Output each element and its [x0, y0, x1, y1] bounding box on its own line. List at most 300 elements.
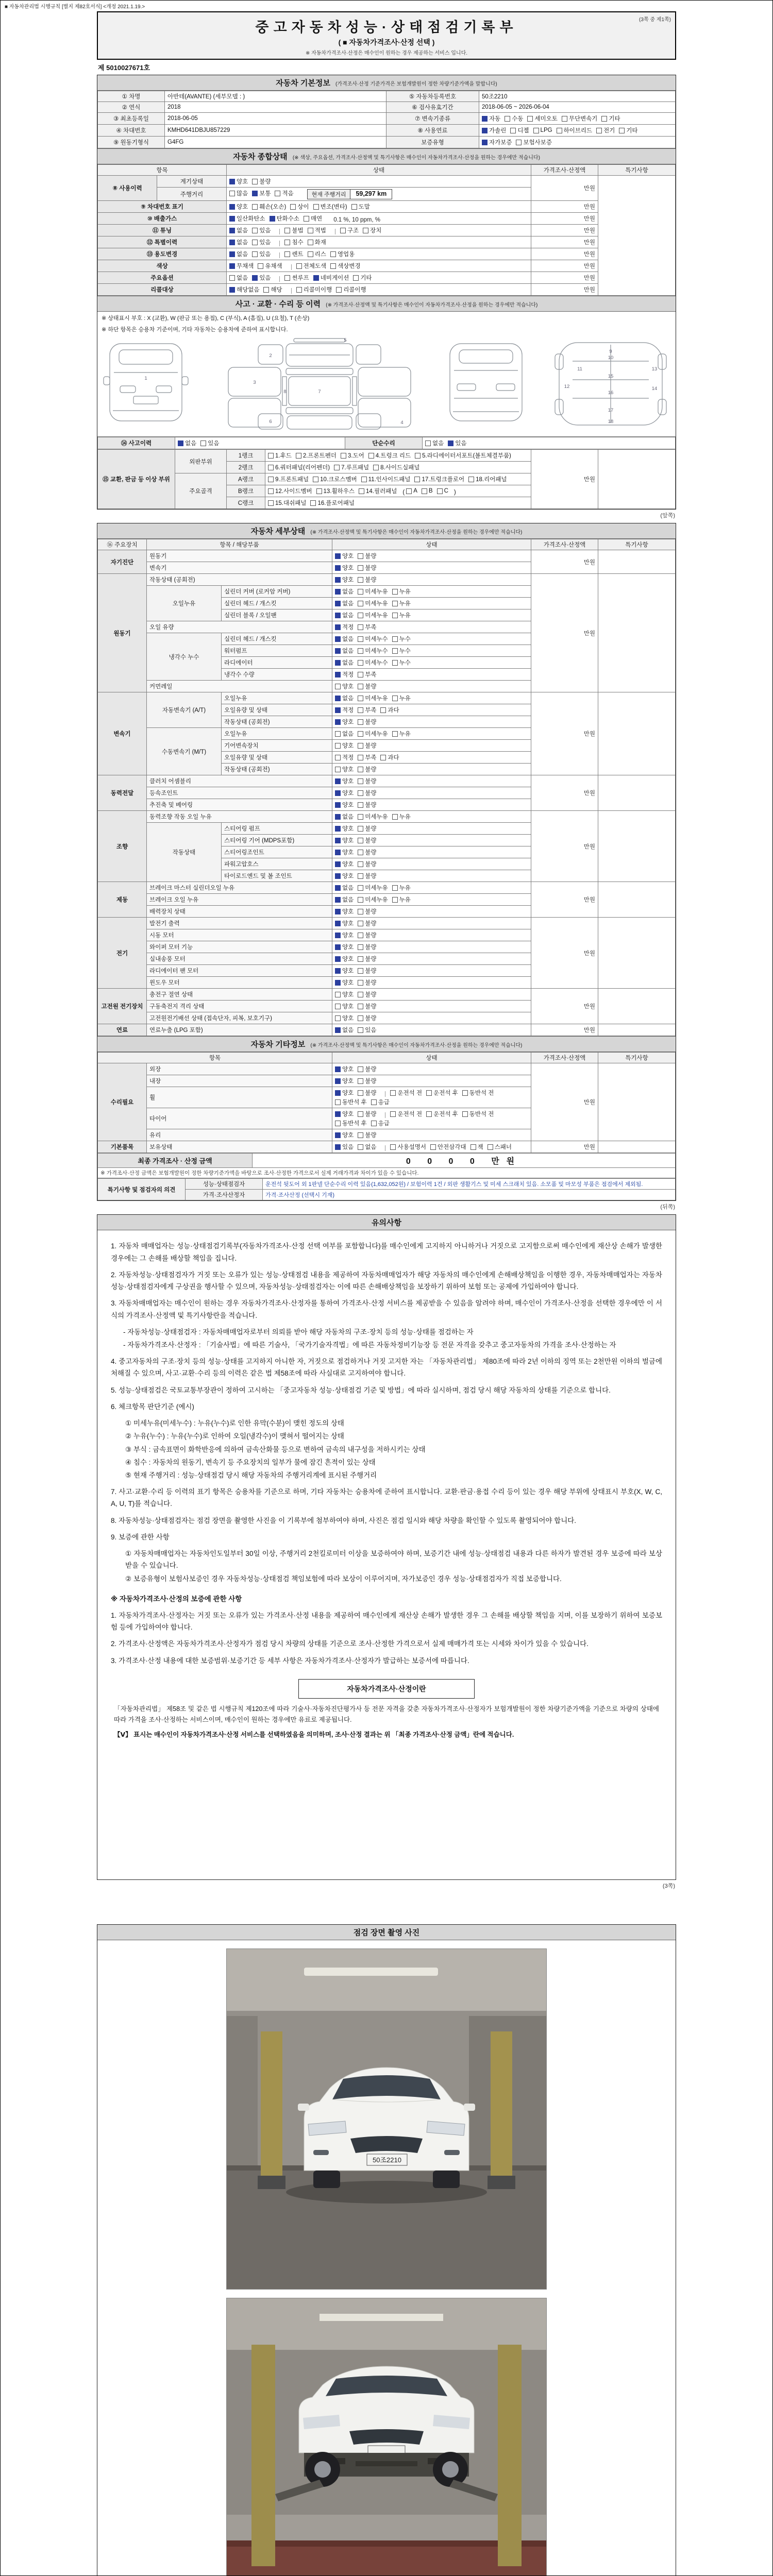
checkbox-icon[interactable] [358, 577, 363, 583]
checkbox-option[interactable] [330, 262, 360, 270]
checkbox-option[interactable] [557, 126, 593, 134]
checkbox-option[interactable] [270, 214, 299, 223]
checkbox-option[interactable] [229, 214, 265, 223]
checkbox-icon[interactable] [284, 240, 290, 245]
checkbox-option[interactable] [335, 1143, 354, 1151]
checkbox-checked-icon[interactable] [178, 440, 183, 446]
checkbox-option[interactable] [470, 1143, 483, 1151]
checkbox-icon[interactable] [358, 1015, 363, 1021]
checkbox-icon[interactable] [252, 240, 258, 245]
checkbox-icon[interactable] [358, 1132, 363, 1138]
checkbox-icon[interactable] [358, 838, 363, 843]
checkbox-option[interactable] [358, 730, 388, 738]
checkbox-option[interactable] [335, 670, 354, 679]
checkbox-icon[interactable] [422, 488, 427, 494]
checkbox-checked-icon[interactable] [335, 648, 341, 654]
checkbox-option[interactable] [358, 907, 376, 916]
checkbox-icon[interactable] [392, 897, 398, 903]
checkbox-icon[interactable] [335, 1004, 341, 1009]
checkbox-icon[interactable] [358, 624, 363, 630]
checkbox-option[interactable] [335, 824, 354, 833]
checkbox-checked-icon[interactable] [229, 228, 235, 233]
checkbox-option[interactable] [335, 635, 354, 643]
checkbox-option[interactable] [358, 599, 388, 607]
checkbox-option[interactable] [527, 114, 557, 123]
checkbox-option[interactable] [335, 1098, 367, 1106]
checkbox-icon[interactable] [358, 707, 363, 713]
checkbox-checked-icon[interactable] [482, 140, 488, 145]
checkbox-option[interactable] [358, 978, 376, 987]
checkbox-option[interactable] [392, 587, 411, 596]
checkbox-icon[interactable] [359, 488, 364, 494]
checkbox-icon[interactable] [516, 140, 522, 145]
checkbox-checked-icon[interactable] [335, 565, 341, 571]
checkbox-option[interactable] [335, 682, 354, 690]
checkbox-icon[interactable] [341, 453, 346, 459]
checkbox-option[interactable] [335, 872, 354, 880]
checkbox-icon[interactable] [335, 743, 341, 749]
checkbox-icon[interactable] [425, 440, 431, 446]
checkbox-icon[interactable] [371, 1099, 377, 1105]
checkbox-icon[interactable] [335, 992, 341, 997]
checkbox-icon[interactable] [430, 1144, 436, 1150]
checkbox-option[interactable] [284, 238, 303, 246]
checkbox-checked-icon[interactable] [252, 191, 258, 196]
checkbox-icon[interactable] [406, 488, 412, 494]
checkbox-icon[interactable] [358, 672, 363, 677]
checkbox-checked-icon[interactable] [335, 873, 341, 879]
checkbox-option[interactable] [358, 658, 388, 667]
checkbox-icon[interactable] [268, 453, 274, 459]
checkbox-option[interactable] [358, 635, 388, 643]
checkbox-icon[interactable] [358, 743, 363, 749]
checkbox-option[interactable] [358, 611, 388, 619]
checkbox-option[interactable] [482, 138, 512, 146]
checkbox-option[interactable] [415, 451, 511, 460]
checkbox-option[interactable] [335, 848, 354, 856]
checkbox-option[interactable] [335, 587, 354, 596]
checkbox-icon[interactable] [330, 251, 336, 257]
checkbox-icon[interactable] [200, 440, 206, 446]
checkbox-option[interactable] [313, 475, 357, 483]
checkbox-option[interactable] [335, 789, 354, 797]
checkbox-icon[interactable] [358, 873, 363, 879]
checkbox-checked-icon[interactable] [335, 660, 341, 666]
checkbox-option[interactable] [335, 801, 354, 809]
checkbox-option[interactable] [335, 931, 354, 939]
checkbox-option[interactable] [358, 718, 376, 726]
checkbox-icon[interactable] [358, 885, 363, 891]
checkbox-icon[interactable] [358, 648, 363, 654]
checkbox-option[interactable] [448, 439, 466, 447]
checkbox-checked-icon[interactable] [335, 909, 341, 914]
checkbox-icon[interactable] [252, 251, 258, 257]
checkbox-option[interactable] [462, 1089, 494, 1097]
checkbox-option[interactable] [392, 658, 411, 667]
checkbox-checked-icon[interactable] [335, 636, 341, 642]
checkbox-option[interactable] [284, 250, 303, 258]
checkbox-icon[interactable] [601, 116, 607, 122]
checkbox-icon[interactable] [335, 1015, 341, 1021]
checkbox-option[interactable] [601, 114, 620, 123]
checkbox-option[interactable] [335, 1026, 354, 1034]
checkbox-option[interactable] [296, 285, 332, 294]
checkbox-option[interactable] [335, 1065, 354, 1073]
checkbox-icon[interactable] [358, 1111, 363, 1117]
checkbox-icon[interactable] [358, 1144, 363, 1150]
checkbox-option[interactable] [335, 907, 354, 916]
checkbox-icon[interactable] [358, 897, 363, 903]
checkbox-option[interactable] [358, 967, 376, 975]
checkbox-icon[interactable] [358, 909, 363, 914]
checkbox-option[interactable] [516, 138, 552, 146]
checkbox-icon[interactable] [358, 826, 363, 832]
checkbox-checked-icon[interactable] [335, 1090, 341, 1096]
checkbox-icon[interactable] [358, 992, 363, 997]
checkbox-option[interactable] [619, 126, 637, 134]
checkbox-checked-icon[interactable] [335, 850, 341, 855]
checkbox-option[interactable] [510, 126, 529, 134]
checkbox-icon[interactable] [505, 116, 510, 122]
checkbox-option[interactable] [335, 564, 354, 572]
checkbox-checked-icon[interactable] [335, 601, 341, 606]
checkbox-option[interactable] [426, 1110, 458, 1118]
checkbox-checked-icon[interactable] [229, 263, 235, 269]
checkbox-option[interactable] [358, 1014, 376, 1022]
checkbox-option[interactable] [406, 488, 417, 494]
checkbox-icon[interactable] [296, 287, 302, 293]
checkbox-option[interactable] [335, 706, 354, 714]
checkbox-icon[interactable] [426, 1111, 432, 1117]
checkbox-checked-icon[interactable] [335, 968, 341, 974]
checkbox-option[interactable] [335, 1014, 354, 1022]
checkbox-icon[interactable] [358, 731, 363, 737]
checkbox-icon[interactable] [308, 251, 313, 257]
checkbox-option[interactable] [392, 812, 411, 821]
checkbox-option[interactable] [358, 1143, 376, 1151]
checkbox-icon[interactable] [380, 755, 386, 760]
checkbox-checked-icon[interactable] [335, 861, 341, 867]
checkbox-icon[interactable] [358, 933, 363, 938]
checkbox-checked-icon[interactable] [335, 885, 341, 891]
checkbox-option[interactable] [358, 1002, 376, 1010]
checkbox-icon[interactable] [426, 1090, 432, 1096]
checkbox-icon[interactable] [268, 500, 274, 506]
checkbox-checked-icon[interactable] [335, 944, 341, 950]
checkbox-checked-icon[interactable] [229, 179, 235, 184]
checkbox-icon[interactable] [275, 191, 280, 196]
checkbox-option[interactable] [335, 552, 354, 560]
checkbox-icon[interactable] [358, 850, 363, 855]
checkbox-option[interactable] [359, 487, 397, 495]
checkbox-option[interactable] [229, 262, 254, 270]
checkbox-icon[interactable] [335, 1121, 341, 1126]
checkbox-icon[interactable] [335, 755, 341, 760]
checkbox-option[interactable] [335, 812, 354, 821]
checkbox-icon[interactable] [392, 696, 398, 701]
checkbox-option[interactable] [368, 451, 411, 460]
checkbox-option[interactable] [422, 488, 433, 494]
checkbox-option[interactable] [358, 623, 376, 631]
checkbox-checked-icon[interactable] [335, 814, 341, 820]
checkbox-option[interactable] [335, 718, 354, 726]
checkbox-icon[interactable] [358, 719, 363, 725]
checkbox-option[interactable] [358, 884, 388, 892]
checkbox-option[interactable] [358, 587, 388, 596]
checkbox-option[interactable] [358, 1077, 376, 1085]
checkbox-icon[interactable] [390, 1144, 396, 1150]
checkbox-icon[interactable] [335, 684, 341, 689]
checkbox-icon[interactable] [335, 731, 341, 737]
checkbox-option[interactable] [335, 765, 354, 773]
checkbox-icon[interactable] [229, 275, 235, 281]
checkbox-option[interactable] [335, 895, 354, 904]
checkbox-option[interactable] [335, 611, 354, 619]
checkbox-option[interactable] [562, 114, 598, 123]
checkbox-icon[interactable] [268, 465, 274, 470]
checkbox-option[interactable] [252, 189, 271, 197]
checkbox-icon[interactable] [268, 477, 274, 482]
checkbox-option[interactable] [268, 487, 312, 495]
checkbox-icon[interactable] [358, 1066, 363, 1072]
checkbox-option[interactable] [268, 451, 292, 460]
checkbox-option[interactable] [390, 1089, 422, 1097]
checkbox-option[interactable] [229, 274, 248, 282]
checkbox-option[interactable] [335, 1119, 367, 1127]
checkbox-icon[interactable] [510, 128, 516, 133]
checkbox-checked-icon[interactable] [482, 128, 488, 133]
checkbox-icon[interactable] [437, 488, 443, 494]
checkbox-option[interactable] [335, 1002, 354, 1010]
checkbox-option[interactable] [426, 1089, 458, 1097]
checkbox-checked-icon[interactable] [335, 790, 341, 796]
checkbox-icon[interactable] [392, 601, 398, 606]
checkbox-option[interactable] [229, 177, 248, 185]
checkbox-option[interactable] [358, 575, 376, 584]
checkbox-option[interactable] [358, 848, 376, 856]
checkbox-option[interactable] [178, 439, 196, 447]
checkbox-option[interactable] [258, 262, 282, 270]
checkbox-icon[interactable] [263, 287, 269, 293]
checkbox-option[interactable] [361, 475, 411, 483]
checkbox-icon[interactable] [361, 477, 367, 482]
checkbox-icon[interactable] [351, 204, 357, 210]
checkbox-option[interactable] [268, 463, 330, 471]
checkbox-checked-icon[interactable] [335, 553, 341, 559]
checkbox-icon[interactable] [316, 488, 322, 494]
checkbox-icon[interactable] [296, 453, 301, 459]
checkbox-option[interactable] [505, 114, 523, 123]
checkbox-checked-icon[interactable] [335, 956, 341, 962]
checkbox-option[interactable] [335, 967, 354, 975]
checkbox-checked-icon[interactable] [229, 287, 235, 293]
checkbox-checked-icon[interactable] [335, 707, 341, 713]
checkbox-icon[interactable] [258, 263, 263, 269]
checkbox-option[interactable] [284, 274, 309, 282]
checkbox-icon[interactable] [358, 589, 363, 595]
checkbox-option[interactable] [358, 1131, 376, 1139]
checkbox-option[interactable] [488, 1143, 512, 1151]
checkbox-checked-icon[interactable] [229, 240, 235, 245]
checkbox-option[interactable] [330, 250, 355, 258]
checkbox-icon[interactable] [392, 660, 398, 666]
checkbox-option[interactable] [335, 753, 354, 761]
checkbox-option[interactable] [252, 274, 271, 282]
checkbox-option[interactable] [425, 439, 444, 447]
checkbox-option[interactable] [392, 635, 411, 643]
checkbox-option[interactable] [392, 694, 411, 702]
checkbox-option[interactable] [335, 943, 354, 951]
checkbox-option[interactable] [380, 753, 399, 761]
checkbox-checked-icon[interactable] [313, 275, 319, 281]
checkbox-option[interactable] [358, 694, 388, 702]
checkbox-checked-icon[interactable] [335, 719, 341, 725]
checkbox-option[interactable] [351, 202, 370, 211]
checkbox-icon[interactable] [335, 767, 341, 772]
checkbox-option[interactable] [363, 226, 381, 234]
checkbox-option[interactable] [468, 475, 507, 483]
checkbox-icon[interactable] [368, 453, 374, 459]
checkbox-option[interactable] [290, 202, 309, 211]
checkbox-icon[interactable] [335, 1099, 341, 1105]
checkbox-icon[interactable] [358, 696, 363, 701]
checkbox-icon[interactable] [268, 488, 274, 494]
checkbox-icon[interactable] [296, 263, 302, 269]
checkbox-option[interactable] [284, 226, 303, 234]
checkbox-option[interactable] [392, 895, 411, 904]
checkbox-option[interactable] [335, 955, 354, 963]
checkbox-option[interactable] [335, 741, 354, 750]
checkbox-checked-icon[interactable] [335, 921, 341, 926]
checkbox-option[interactable] [358, 919, 376, 927]
checkbox-icon[interactable] [392, 613, 398, 618]
checkbox-icon[interactable] [313, 477, 318, 482]
checkbox-checked-icon[interactable] [229, 251, 235, 257]
checkbox-icon[interactable] [358, 636, 363, 642]
checkbox-checked-icon[interactable] [335, 778, 341, 784]
checkbox-option[interactable] [358, 682, 376, 690]
checkbox-icon[interactable] [358, 1078, 363, 1084]
checkbox-option[interactable] [263, 285, 282, 294]
checkbox-option[interactable] [358, 943, 376, 951]
checkbox-option[interactable] [392, 730, 411, 738]
checkbox-option[interactable] [380, 706, 399, 714]
checkbox-option[interactable] [335, 730, 354, 738]
checkbox-icon[interactable] [334, 465, 340, 470]
checkbox-option[interactable] [229, 226, 248, 234]
checkbox-option[interactable] [390, 1143, 426, 1151]
checkbox-option[interactable] [358, 824, 376, 833]
checkbox-option[interactable] [335, 836, 354, 844]
checkbox-icon[interactable] [488, 1144, 493, 1150]
checkbox-icon[interactable] [308, 228, 313, 233]
checkbox-option[interactable] [358, 765, 376, 773]
checkbox-icon[interactable] [310, 500, 316, 506]
checkbox-option[interactable] [252, 202, 286, 211]
checkbox-option[interactable] [340, 226, 359, 234]
checkbox-icon[interactable] [358, 1090, 363, 1096]
checkbox-icon[interactable] [468, 477, 474, 482]
checkbox-option[interactable] [229, 202, 248, 211]
checkbox-checked-icon[interactable] [335, 980, 341, 986]
checkbox-option[interactable] [414, 475, 464, 483]
checkbox-icon[interactable] [392, 589, 398, 595]
checkbox-checked-icon[interactable] [335, 1066, 341, 1072]
checkbox-option[interactable] [358, 1026, 376, 1034]
checkbox-icon[interactable] [358, 767, 363, 772]
checkbox-icon[interactable] [308, 240, 313, 245]
checkbox-checked-icon[interactable] [270, 216, 275, 222]
checkbox-icon[interactable] [252, 204, 258, 210]
checkbox-option[interactable] [358, 812, 388, 821]
checkbox-icon[interactable] [358, 921, 363, 926]
checkbox-icon[interactable] [392, 814, 398, 820]
checkbox-checked-icon[interactable] [335, 826, 341, 832]
checkbox-icon[interactable] [290, 204, 296, 210]
checkbox-icon[interactable] [390, 1090, 396, 1096]
checkbox-icon[interactable] [252, 179, 258, 184]
checkbox-option[interactable] [335, 990, 354, 998]
checkbox-option[interactable] [358, 789, 376, 797]
checkbox-checked-icon[interactable] [335, 589, 341, 595]
checkbox-option[interactable] [335, 860, 354, 868]
checkbox-checked-icon[interactable] [335, 577, 341, 583]
checkbox-option[interactable] [392, 647, 411, 655]
checkbox-option[interactable] [358, 753, 376, 761]
checkbox-option[interactable] [335, 777, 354, 785]
checkbox-icon[interactable] [252, 228, 258, 233]
checkbox-option[interactable] [462, 1110, 494, 1118]
checkbox-option[interactable] [358, 836, 376, 844]
checkbox-option[interactable] [335, 919, 354, 927]
checkbox-option[interactable] [335, 1110, 354, 1118]
checkbox-checked-icon[interactable] [335, 1027, 341, 1033]
checkbox-option[interactable] [310, 499, 355, 507]
checkbox-checked-icon[interactable] [448, 440, 453, 446]
checkbox-option[interactable] [252, 177, 271, 185]
checkbox-checked-icon[interactable] [335, 838, 341, 843]
checkbox-option[interactable] [358, 872, 376, 880]
checkbox-icon[interactable] [392, 648, 398, 654]
checkbox-checked-icon[interactable] [335, 613, 341, 618]
checkbox-option[interactable] [358, 741, 376, 750]
checkbox-icon[interactable] [358, 684, 363, 689]
checkbox-checked-icon[interactable] [335, 1078, 341, 1084]
checkbox-option[interactable] [335, 978, 354, 987]
checkbox-icon[interactable] [358, 778, 363, 784]
checkbox-option[interactable] [296, 451, 337, 460]
checkbox-option[interactable] [268, 475, 309, 483]
checkbox-option[interactable] [313, 202, 347, 211]
checkbox-option[interactable] [252, 238, 271, 246]
checkbox-icon[interactable] [304, 216, 309, 222]
checkbox-checked-icon[interactable] [335, 802, 341, 808]
checkbox-option[interactable] [358, 801, 376, 809]
checkbox-icon[interactable] [392, 885, 398, 891]
checkbox-option[interactable] [353, 274, 372, 282]
checkbox-icon[interactable] [392, 731, 398, 737]
checkbox-option[interactable] [296, 262, 326, 270]
checkbox-option[interactable] [200, 439, 219, 447]
checkbox-option[interactable] [335, 623, 354, 631]
checkbox-option[interactable] [392, 884, 411, 892]
checkbox-icon[interactable] [373, 465, 379, 470]
checkbox-checked-icon[interactable] [335, 933, 341, 938]
checkbox-option[interactable] [313, 274, 349, 282]
checkbox-icon[interactable] [358, 861, 363, 867]
checkbox-option[interactable] [336, 285, 366, 294]
checkbox-option[interactable] [358, 552, 376, 560]
